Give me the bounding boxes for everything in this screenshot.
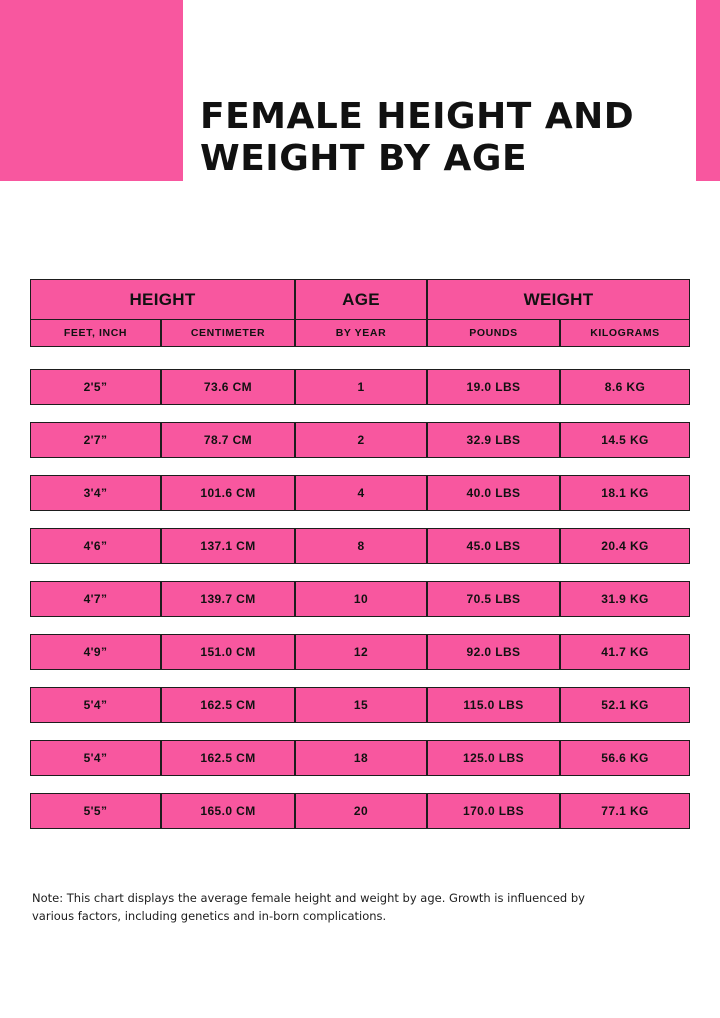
cell-pounds: 32.9 LBS [427,422,560,458]
cell-pounds: 170.0 LBS [427,793,560,829]
cell-centimeter: 151.0 CM [161,634,295,670]
decorative-block-left [0,0,183,181]
cell-kilograms: 14.5 KG [560,422,690,458]
table-column-header-row [30,319,690,347]
cell-feet-inch: 5'4” [30,687,161,723]
header-body-spacer [30,347,690,369]
cell-centimeter: 73.6 CM [161,369,295,405]
cell-pounds: 40.0 LBS [427,475,560,511]
table-row [30,634,690,670]
group-header-age: AGE [295,279,427,319]
cell-pounds: 115.0 LBS [427,687,560,723]
cell-kilograms: 20.4 KG [560,528,690,564]
cell-feet-inch: 4'9” [30,634,161,670]
cell-feet-inch: 5'4” [30,740,161,776]
cell-pounds: 19.0 LBS [427,369,560,405]
column-header-centimeter: CENTIMETER [161,319,295,347]
cell-age: 10 [295,581,427,617]
cell-age: 15 [295,687,427,723]
cell-pounds: 92.0 LBS [427,634,560,670]
table-row [30,528,690,564]
cell-age: 1 [295,369,427,405]
table-row [30,422,690,458]
cell-age: 12 [295,634,427,670]
cell-feet-inch: 3'4” [30,475,161,511]
height-weight-table [30,279,690,846]
cell-feet-inch: 2'7” [30,422,161,458]
table-row [30,793,690,829]
column-header-feet-inch: FEET, INCH [30,319,161,347]
table-row [30,740,690,776]
cell-pounds: 125.0 LBS [427,740,560,776]
decorative-block-right [696,0,720,181]
column-header-by-year: BY YEAR [295,319,427,347]
cell-centimeter: 139.7 CM [161,581,295,617]
table-row [30,581,690,617]
cell-kilograms: 56.6 KG [560,740,690,776]
cell-age: 18 [295,740,427,776]
group-header-height: HEIGHT [30,279,295,319]
cell-centimeter: 162.5 CM [161,687,295,723]
table-group-header-row [30,279,690,319]
cell-feet-inch: 4'7” [30,581,161,617]
cell-age: 20 [295,793,427,829]
cell-age: 2 [295,422,427,458]
cell-kilograms: 8.6 KG [560,369,690,405]
cell-centimeter: 165.0 CM [161,793,295,829]
cell-pounds: 70.5 LBS [427,581,560,617]
column-header-kilograms: KILOGRAMS [560,319,690,347]
cell-pounds: 45.0 LBS [427,528,560,564]
cell-centimeter: 78.7 CM [161,422,295,458]
cell-kilograms: 77.1 KG [560,793,690,829]
column-header-pounds: POUNDS [427,319,560,347]
cell-centimeter: 101.6 CM [161,475,295,511]
cell-kilograms: 41.7 KG [560,634,690,670]
group-header-weight: WEIGHT [427,279,690,319]
cell-centimeter: 162.5 CM [161,740,295,776]
table-row [30,369,690,405]
cell-age: 4 [295,475,427,511]
cell-feet-inch: 2'5” [30,369,161,405]
cell-age: 8 [295,528,427,564]
table-row [30,475,690,511]
cell-feet-inch: 4'6” [30,528,161,564]
page-title: FEMALE HEIGHT AND WEIGHT BY AGE [200,96,635,180]
cell-feet-inch: 5'5” [30,793,161,829]
table-row [30,687,690,723]
cell-kilograms: 52.1 KG [560,687,690,723]
cell-centimeter: 137.1 CM [161,528,295,564]
chart-note: Note: This chart displays the average female height and weight by age. Growth is influenced by various factors, including genetics and in-born complications. [32,891,585,924]
cell-kilograms: 31.9 KG [560,581,690,617]
cell-kilograms: 18.1 KG [560,475,690,511]
